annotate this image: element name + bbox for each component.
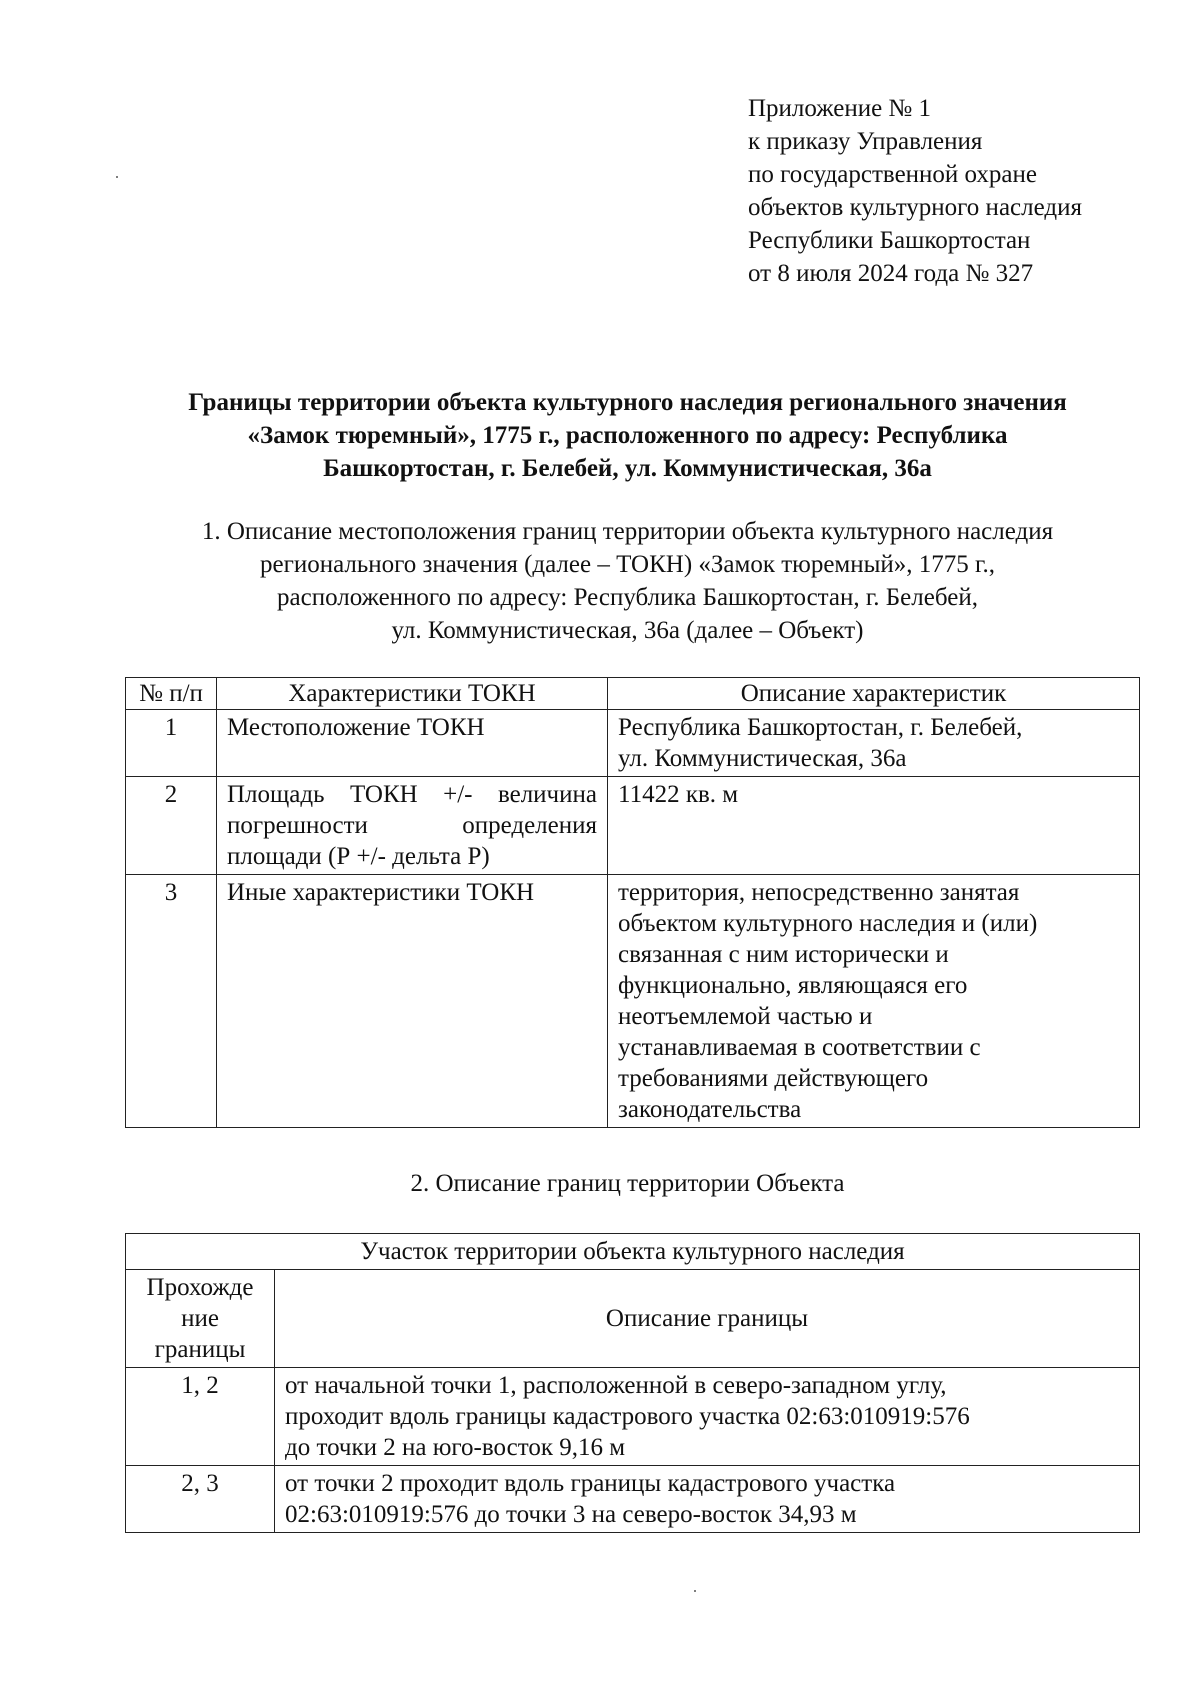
header-pass — [126, 1270, 275, 1368]
header-description: Описание характеристик — [608, 678, 1140, 710]
boundary-line: проходит вдоль границы кадастрового участка 02:63:010919:576 — [285, 1403, 970, 1430]
document-title — [100, 386, 1155, 485]
description-line: законодательства — [618, 1096, 802, 1123]
title-line: Башкортостан, г. Белебей, ул. Коммунистическая, 36а — [323, 455, 932, 482]
appendix-line: Республики Башкортостан — [748, 227, 1031, 254]
boundary-line: 02:63:010919:576 до точки 3 на северо-восток 34,93 м — [285, 1501, 857, 1528]
appendix-line: от 8 июля 2024 года № 327 — [748, 260, 1034, 287]
table-row — [126, 777, 1140, 875]
description-line: неотъемлемой частью и — [618, 1003, 873, 1030]
boundary-line: от точки 2 проходит вдоль границы кадастрового участка — [285, 1470, 896, 1497]
row-characteristic: Иные характеристики ТОКН — [217, 875, 608, 1128]
table-row — [126, 875, 1140, 1128]
table-header-row — [126, 1270, 1140, 1368]
description-line: Республика Башкортостан, г. Белебей, — [618, 714, 1023, 741]
appendix-line: Приложение № 1 — [748, 95, 932, 122]
row-num: 3 — [126, 875, 217, 1128]
row-characteristic: Местоположение ТОКН — [217, 710, 608, 777]
description-line: связанная с ним исторически и — [618, 941, 949, 968]
section-1-line: ул. Коммунистическая, 36а (далее – Объект) — [391, 617, 864, 644]
table-row — [126, 710, 1140, 777]
row-description: 11422 кв. м — [608, 777, 1140, 875]
row-boundary-description — [275, 1466, 1140, 1533]
header-num: № п/п — [126, 678, 217, 710]
table-caption-row — [126, 1234, 1140, 1270]
section-2-heading: 2. Описание границ территории Объекта — [410, 1170, 845, 1197]
row-pass: 1, 2 — [126, 1368, 275, 1466]
section-1-line: расположенного по адресу: Республика Башкортостан, г. Белебей, — [277, 584, 978, 611]
description-line: устанавливаемая в соответствии с — [618, 1034, 981, 1061]
header-pass-line: ние — [181, 1305, 219, 1332]
row-characteristic — [217, 777, 608, 875]
scan-speck — [116, 176, 118, 178]
header-characteristic: Характеристики ТОКН — [217, 678, 608, 710]
characteristic-line: погрешности определения — [227, 812, 597, 839]
description-line: ул. Коммунистическая, 36а — [618, 745, 907, 772]
scan-speck — [694, 1590, 696, 1592]
appendix-line: объектов культурного наследия — [748, 194, 1082, 221]
appendix-line: к приказу Управления — [748, 128, 983, 155]
table-row — [126, 1466, 1140, 1533]
header-description: Описание границы — [275, 1270, 1140, 1368]
header-pass-line: Прохожде — [146, 1274, 254, 1301]
section-1-heading — [100, 515, 1155, 647]
row-description — [608, 710, 1140, 777]
boundary-line: до точки 2 на юго-восток 9,16 м — [285, 1434, 626, 1461]
table-row — [126, 1368, 1140, 1466]
title-line: Границы территории объекта культурного наследия регионального значения — [188, 389, 1067, 416]
boundary-table — [125, 1233, 1140, 1533]
description-line: требованиями действующего — [618, 1065, 929, 1092]
description-line: функционально, являющаяся его — [618, 972, 968, 999]
section-1-line: 1. Описание местоположения границ территории объекта культурного наследия — [201, 518, 1054, 545]
row-description — [608, 875, 1140, 1128]
boundary-line: от начальной точки 1, расположенной в северо-западном углу, — [285, 1372, 947, 1399]
appendix-line: по государственной охране — [748, 161, 1038, 188]
row-pass: 2, 3 — [126, 1466, 275, 1533]
table-header-row — [126, 678, 1140, 710]
description-line: территория, непосредственно занятая — [618, 879, 1020, 906]
header-pass-line: границы — [154, 1336, 246, 1363]
characteristics-table — [125, 677, 1140, 1128]
row-num: 1 — [126, 710, 217, 777]
appendix-block — [748, 92, 1168, 290]
table-caption: Участок территории объекта культурного наследия — [126, 1234, 1140, 1270]
section-1-line: регионального значения (далее – ТОКН) «Замок тюремный», 1775 г., — [259, 551, 995, 578]
title-line: «Замок тюремный», 1775 г., расположенного по адресу: Республика — [247, 422, 1008, 449]
row-boundary-description — [275, 1368, 1140, 1466]
characteristic-line: площади (Р +/- дельта Р) — [227, 843, 490, 870]
row-num: 2 — [126, 777, 217, 875]
characteristic-line: Площадь ТОКН +/- величина — [227, 781, 597, 808]
description-line: объектом культурного наследия и (или) — [618, 910, 1038, 937]
